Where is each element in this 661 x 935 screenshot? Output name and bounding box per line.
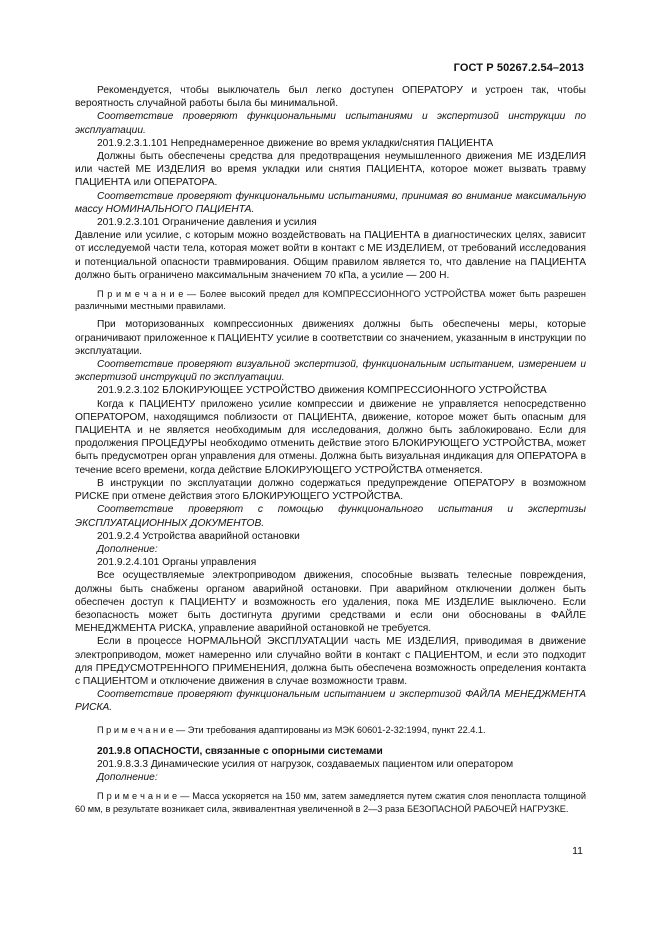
paragraph: Давление или усилие, с которым можно воздействовать на ПАЦИЕНТА в диагностических целях, зависит от исследуемой части тела, которая может войти в контакт с МЕ ИЗДЕЛИЕМ, от требований исследования и потенциальной опасности травмирования. Общим правилом является то, что давление на ПАЦИЕНТА должно быть ограничено максимальным значением 70 кПа, а усилие — 200 Н.	[75, 230, 586, 281]
page-number: 11	[572, 845, 583, 857]
clause-heading: 201.9.2.3.102 БЛОКИРУЮЩЕЕ УСТРОЙСТВО движения КОМПРЕССИОННОГО УСТРОЙСТВА	[97, 385, 547, 397]
section-heading: 201.9.8 ОПАСНОСТИ, связанные с опорными системами	[97, 745, 383, 757]
compliance-paragraph: Соответствие проверяют с помощью функционального испытания и экспертизы ЭКСПЛУАТАЦИОННЫХ ДОКУМЕНТОВ.	[75, 504, 586, 529]
paragraph: Если в процессе НОРМАЛЬНОЙ ЭКСПЛУАТАЦИИ часть МЕ ИЗДЕЛИЯ, приводимая в движение электроприводом, может намеренно или случайно войти в контакт с ПАЦИЕНТОМ, и если это подходит для ПРЕДУСМОТРЕННОГО ПРИМЕНЕНИЯ, должна быть обеспечена возможность определения контакта с ПАЦИЕНТОМ и отключение движения в случае возможности травм.	[75, 636, 586, 687]
clause-heading: 201.9.2.3.1.101 Непреднамеренное движение во время укладки/снятия ПАЦИЕНТА	[97, 137, 494, 149]
compliance-paragraph: Соответствие проверяют функциональным испытанием и экспертизой ФАЙЛА МЕНЕДЖМЕНТА РИСКА.	[75, 689, 586, 714]
note-paragraph: П р и м е ч а н и е — Эти требования адаптированы из МЭК 60601-2-32:1994, пункт 22.4.1.	[97, 724, 486, 735]
addition-label: Дополнение:	[97, 543, 158, 555]
note-paragraph: П р и м е ч а н и е — Масса ускоряется на 150 мм, затем замедляется путем сжатия слоя пенопласта толщиной 60 мм, в результате возникает сила, эквивалентная увеличенной в 2—3 раза БЕЗОПАСНОЙ РАБОЧЕЙ НАГРУЗКЕ.	[75, 791, 586, 814]
compliance-paragraph: Соответствие проверяют функциональными испытаниями и экспертизой инструкции по эксплуатации.	[75, 111, 586, 136]
document-code-header: ГОСТ Р 50267.2.54–2013	[453, 62, 584, 74]
note-paragraph: П р и м е ч а н и е — Более высокий предел для КОМПРЕССИОННОГО УСТРОЙСТВА может быть разрешен различными местными правилами.	[75, 289, 586, 312]
clause-heading: 201.9.2.4 Устройства аварийной остановки	[97, 530, 300, 542]
clause-heading: 201.9.2.3.101 Ограничение давления и усилия	[97, 217, 317, 229]
compliance-paragraph: Соответствие проверяют функциональными испытаниями, принимая во внимание максимальную массу НОМИНАЛЬНОГО ПАЦИЕНТА.	[75, 190, 586, 215]
paragraph: Рекомендуется, чтобы выключатель был легко доступен ОПЕРАТОРУ и устроен так, чтобы вероятность случайной работы была бы минимальной.	[75, 85, 586, 110]
paragraph: Все осуществляемые электроприводом движения, способные вызвать телесные повреждения, должны быть снабжены органом аварийной остановки. При аварийном отключении должен быть обеспечен доступ к ПАЦИЕНТУ и возможность его удаления, пока МЕ ИЗДЕЛИЕ выключено. Если безопасность может быть достигнута другими средствами и если они обоснованы в ФАЙЛЕ МЕНЕДЖМЕНТА РИСКА, управление аварийной остановкой не требуется.	[75, 570, 586, 635]
addition-label: Дополнение:	[97, 772, 158, 784]
paragraph: Когда к ПАЦИЕНТУ приложено усилие компрессии и движение не управляется непосредственно ОПЕРАТОРОМ, находящимся поблизости от ПАЦИЕНТА, движение, которое может быть опасным для ПАЦИЕНТА и не является необходимым для исследования, должно быть заблокировано. Если для продолжения ПРОЦЕДУРЫ необходимо отменить действие этого БЛОКИРУЮЩЕГО УСТРОЙСТВА, может быть предусмотрен орган управления для отмены. Должна быть визуальная индикация для ОПЕРАТОРА в течение всего времени, когда действие БЛОКИРУЮЩЕГО УСТРОЙСТВА отменяется.	[75, 398, 586, 476]
document-body	[75, 84, 586, 815]
clause-heading: 201.9.8.3.3 Динамические усилия от нагрузок, создаваемых пациентом или оператором	[97, 758, 514, 770]
paragraph: При моторизованных компрессионных движениях должны быть обеспечены меры, которые ограничивают приложенное к ПАЦИЕНТУ усилие в соответствии со значением, указанным в инструкции по эксплуатации.	[75, 319, 586, 357]
paragraph: Должны быть обеспечены средства для предотвращения неумышленного движения МЕ ИЗДЕЛИЯ или частей МЕ ИЗДЕЛИЯ во время укладки или снятия ПАЦИЕНТА, которое может вызвать травму ПАЦИЕНТА или ОПЕРАТОРА.	[75, 151, 586, 189]
clause-heading: 201.9.2.4.101 Органы управления	[97, 557, 257, 569]
paragraph: В инструкции по эксплуатации должно содержаться предупреждение ОПЕРАТОРУ в возможном РИСКЕ при отмене действия этого БЛОКИРУЮЩЕГО УСТРОЙСТВА.	[75, 477, 586, 503]
compliance-paragraph: Соответствие проверяют визуальной экспертизой, функциональным испытанием, измерением и экспертизой инструкций по эксплуатации.	[75, 359, 586, 384]
